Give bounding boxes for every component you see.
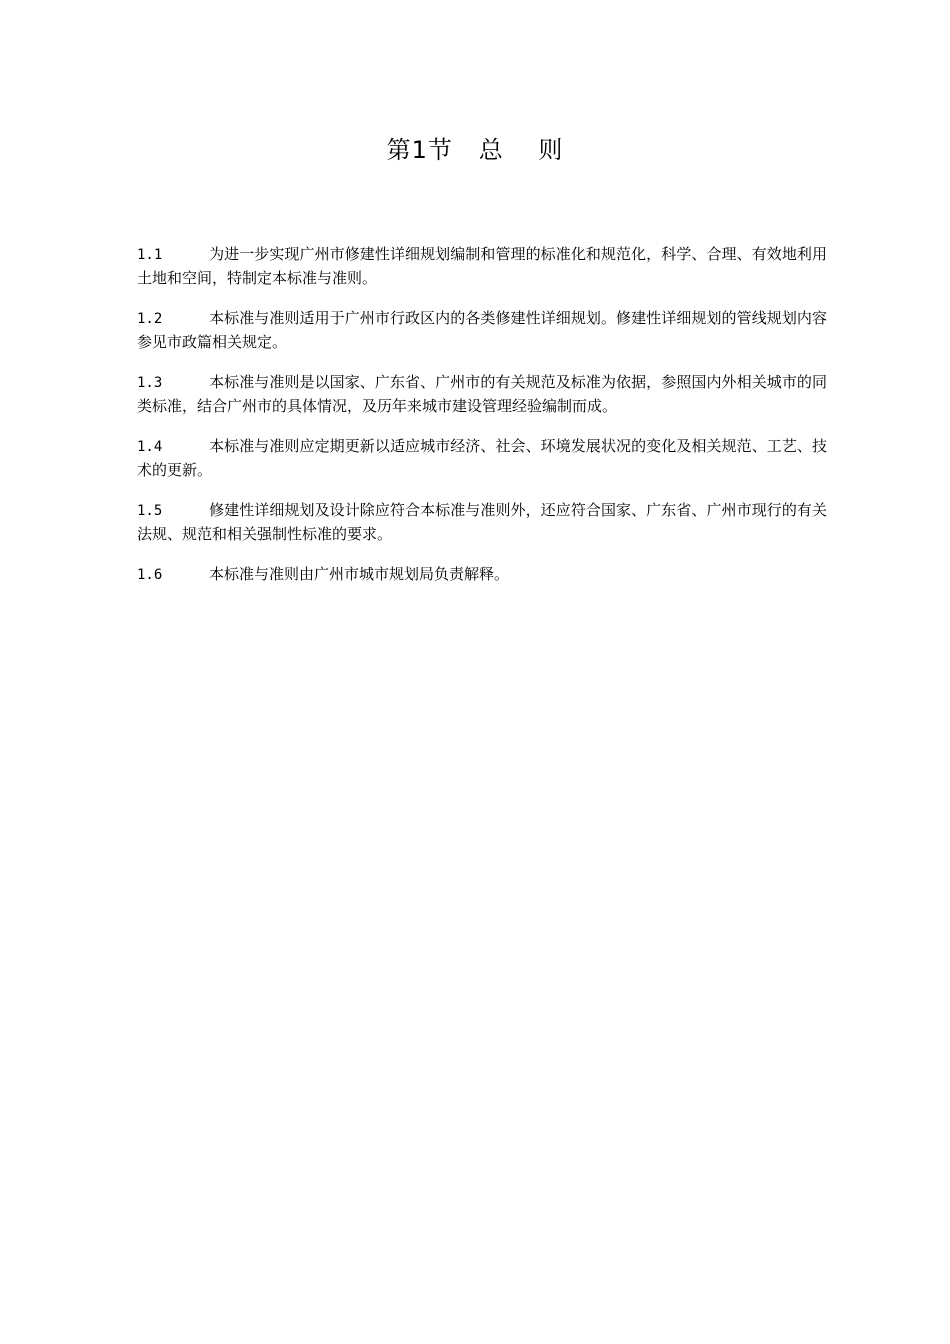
clause-text: 本标准与准则适用于广州市行政区内的各类修建性详细规划。修建性详细规划的管线规划内容参见市政篇相关规定。 — [137, 309, 827, 351]
clause-number: 1.5 — [137, 503, 163, 519]
clause-text: 本标准与准则应定期更新以适应城市经济、社会、环境发展状况的变化及相关规范、工艺、技术的更新。 — [137, 437, 827, 479]
clause-1-6 — [137, 563, 827, 587]
clause-1-2 — [137, 307, 827, 354]
clause-text: 修建性详细规划及设计除应符合本标准与准则外，还应符合国家、广东省、广州市现行的有关法规、规范和相关强制性标准的要求。 — [137, 501, 827, 543]
clause-1-3 — [137, 371, 827, 418]
clause-list — [137, 243, 827, 604]
clause-text: 本标准与准则由广州市城市规划局负责解释。 — [209, 565, 510, 583]
clause-number: 1.2 — [137, 311, 163, 327]
clause-number: 1.3 — [137, 375, 163, 391]
clause-text: 本标准与准则是以国家、广东省、广州市的有关规范及标准为依据，参照国内外相关城市的同类标准，结合广州市的具体情况，及历年来城市建设管理经验编制而成。 — [137, 373, 827, 415]
clause-1-1 — [137, 243, 827, 290]
clause-number: 1.4 — [137, 439, 163, 455]
clause-1-5 — [137, 499, 827, 546]
clause-1-4 — [137, 435, 827, 482]
clause-number: 1.6 — [137, 567, 163, 583]
clause-text: 为进一步实现广州市修建性详细规划编制和管理的标准化和规范化，科学、合理、有效地利用土地和空间，特制定本标准与准则。 — [137, 245, 827, 287]
section-title: 第1节 总 则 — [386, 136, 564, 164]
clause-number: 1.1 — [137, 247, 163, 263]
